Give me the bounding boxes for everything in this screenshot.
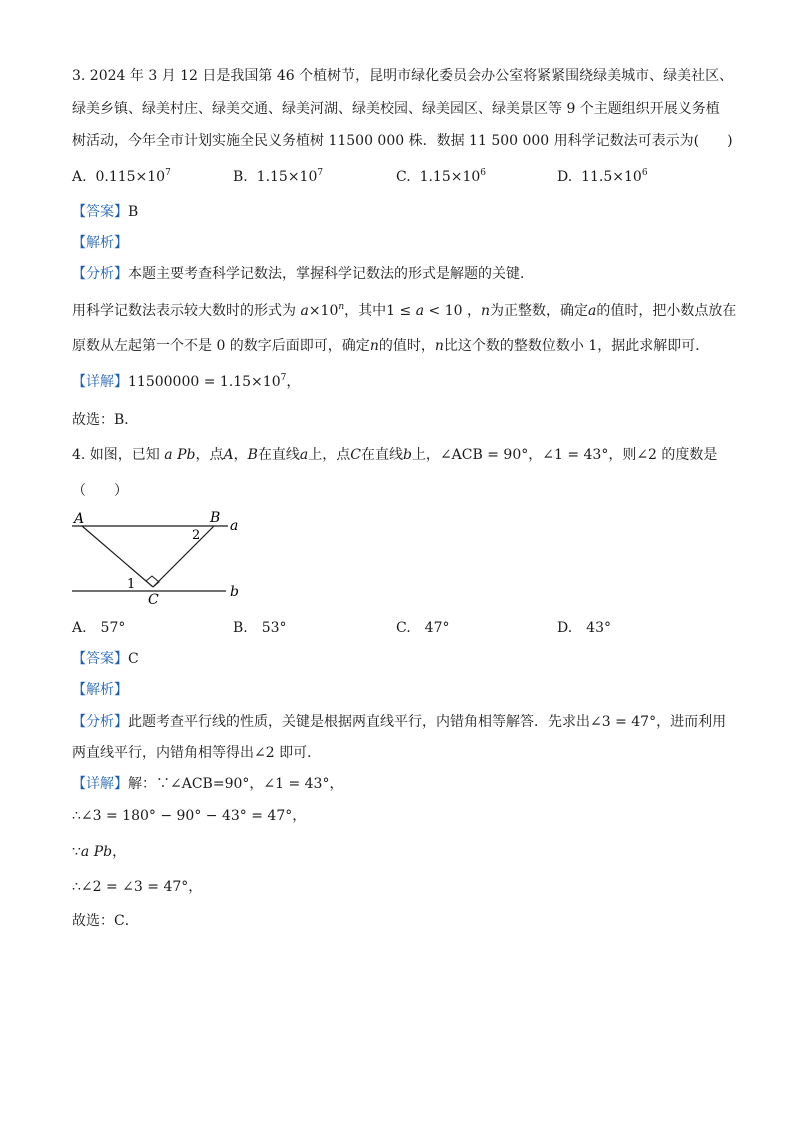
var-n: n [369, 338, 379, 354]
fenxi-tag: 【分析】 [72, 714, 128, 730]
q3-option-b [233, 167, 323, 187]
q3-analysis-tag [72, 233, 128, 253]
angle-1: ∠1 = 43° [542, 447, 609, 463]
text: 的值时，把小数点放在 [596, 303, 737, 319]
right-angle-marker [146, 576, 159, 587]
text: 的值时， [378, 338, 435, 354]
q3-fenxi [72, 264, 534, 284]
answer-value: B [128, 204, 139, 220]
q3-option-a [72, 167, 171, 187]
point-b: B [247, 447, 258, 463]
var-a: a [300, 303, 309, 319]
q3-stem-line-3: 树活动，今年全市计划实施全民义务植树 11500 000 株．数据 11 500 000 用科学记数法可表示为( ) [72, 133, 733, 149]
option-value: 1.15×10 [419, 169, 481, 185]
q4-choose: 故选：C． [72, 913, 139, 929]
text: ， [233, 447, 248, 463]
q4-option-c: C. 47° [396, 620, 450, 636]
label-line-a: a [230, 518, 239, 534]
option-value: 11.5×10 [581, 169, 642, 185]
q4-option-d: D. 43° [557, 620, 611, 636]
analysis-tag: 【解析】 [72, 235, 128, 251]
segment-bc [153, 526, 214, 587]
q4-detail-line-3 [72, 842, 126, 862]
text: ， [528, 447, 543, 463]
text: ∵ [72, 844, 81, 860]
detail-formula: 11500000 = 1.15×10 [128, 374, 281, 390]
q3-detail [72, 372, 300, 392]
fenxi-tag: 【分析】 [72, 266, 128, 282]
option-exponent: 7 [317, 168, 324, 178]
option-label: B. [233, 169, 248, 185]
angle-acb: ∠ACB = 90° [439, 447, 529, 463]
q3-explanation-line-2 [72, 336, 709, 356]
text: 用科学记数法表示较大数时的形式为 [72, 303, 296, 319]
q4-detail-line-1 [72, 774, 343, 794]
text: ， [286, 374, 301, 390]
answer-value: C [128, 651, 139, 667]
option-exponent: 7 [165, 168, 171, 178]
q4-option-a: A. 57° [72, 620, 126, 636]
q4-stem-line-2: （ ） [72, 483, 128, 499]
var-a: a [80, 844, 90, 860]
text: 在直线 [360, 447, 403, 463]
q3-option-c [396, 167, 486, 187]
analysis-tag: 【解析】 [72, 682, 128, 698]
q4-answer [72, 649, 139, 669]
detail-text: 解：∵∠ACB=90°，∠1 = 43°， [128, 776, 344, 792]
text: ，其中1 ≤ [344, 303, 416, 319]
q3-stem-line-2: 绿美乡镇、绿美村庄、绿美交通、绿美河湖、绿美校园、绿美园区、绿美景区等 9 个主题组织开展义务植 [72, 101, 720, 117]
answer-tag: 【答案】 [72, 204, 128, 220]
text: ， [112, 844, 127, 860]
q4-fenxi-line-1 [72, 712, 726, 732]
point-c: C [350, 447, 361, 463]
fenxi-text: 此题考查平行线的性质，关键是根据两直线平行，内错角相等解答．先求出∠3 = 47°，进而利用 [128, 714, 727, 730]
detail-exponent: 7 [280, 373, 287, 383]
text: ，点 [195, 447, 224, 463]
var-a: a [164, 447, 173, 463]
text: 上， [411, 447, 440, 463]
q3-explanation-line-1 [72, 301, 736, 321]
detail-tag: 【详解】 [72, 374, 128, 390]
var-n: n [434, 338, 444, 354]
text: 原数从左起第一个不是 0 的数字后面即可，确定 [72, 338, 370, 354]
answer-tag: 【答案】 [72, 651, 128, 667]
q4-analysis-tag [72, 680, 128, 700]
text: 在直线 [257, 447, 300, 463]
q3-option-d [557, 167, 648, 187]
parallel-symbol: P [93, 844, 104, 860]
text: 比这个数的整数位数小 1，据此求解即可． [443, 338, 710, 354]
var-a: a [415, 303, 425, 319]
option-label: A. [72, 169, 87, 185]
text: 4. 如图，已知 [72, 447, 160, 463]
option-exponent: 6 [480, 168, 487, 178]
text: 为正整数，确定 [490, 303, 588, 319]
label-point-a: A [74, 511, 85, 527]
q4-detail-line-4: ∴∠2 = ∠3 = 47°， [72, 879, 203, 895]
parallel-symbol: P [177, 447, 187, 463]
option-exponent: 6 [641, 168, 648, 178]
option-value: 0.115×10 [95, 169, 166, 185]
label-angle-2: 2 [192, 528, 201, 543]
var-a: a [299, 447, 309, 463]
q3-answer [72, 202, 138, 222]
q4-detail-line-2: ∴∠3 = 180° − 90° − 43° = 47°， [72, 808, 307, 824]
label-angle-1: 1 [127, 577, 136, 592]
text: ，则∠2 的度数是 [608, 447, 718, 463]
text: ×10 [308, 303, 339, 319]
q4-fenxi-line-2: 两直线平行，内错角相等得出∠2 即可． [72, 745, 322, 761]
var-b: b [402, 447, 412, 463]
geometry-figure [60, 505, 260, 605]
var-n: n [480, 303, 490, 319]
point-a: A [223, 447, 234, 463]
var-n: n [338, 302, 345, 312]
text: 上，点 [308, 447, 351, 463]
option-label: C. [396, 169, 411, 185]
option-label: D. [557, 169, 573, 185]
label-point-b: B [210, 510, 221, 526]
fenxi-text: 本题主要考查科学记数法，掌握科学记数法的形式是解题的关键． [128, 266, 534, 282]
q3-choose: 故选：B． [72, 412, 139, 428]
detail-tag: 【详解】 [72, 776, 128, 792]
label-line-b: b [230, 584, 239, 600]
q4-stem-line-1 [72, 445, 717, 465]
option-value: 1.15×10 [256, 169, 318, 185]
q3-stem-line-1: 3. 2024 年 3 月 12 日是我国第 46 个植树节，昆明市绿化委员会办公室将紧紧围绕绿美城市、绿美社区、 [72, 68, 734, 84]
var-b: b [186, 447, 196, 463]
segment-ac [82, 526, 153, 587]
text: < 10 ， [424, 303, 481, 319]
q4-option-b: B. 53° [233, 620, 287, 636]
var-b: b [103, 844, 113, 860]
label-point-c: C [148, 592, 159, 605]
var-a: a [588, 303, 597, 319]
